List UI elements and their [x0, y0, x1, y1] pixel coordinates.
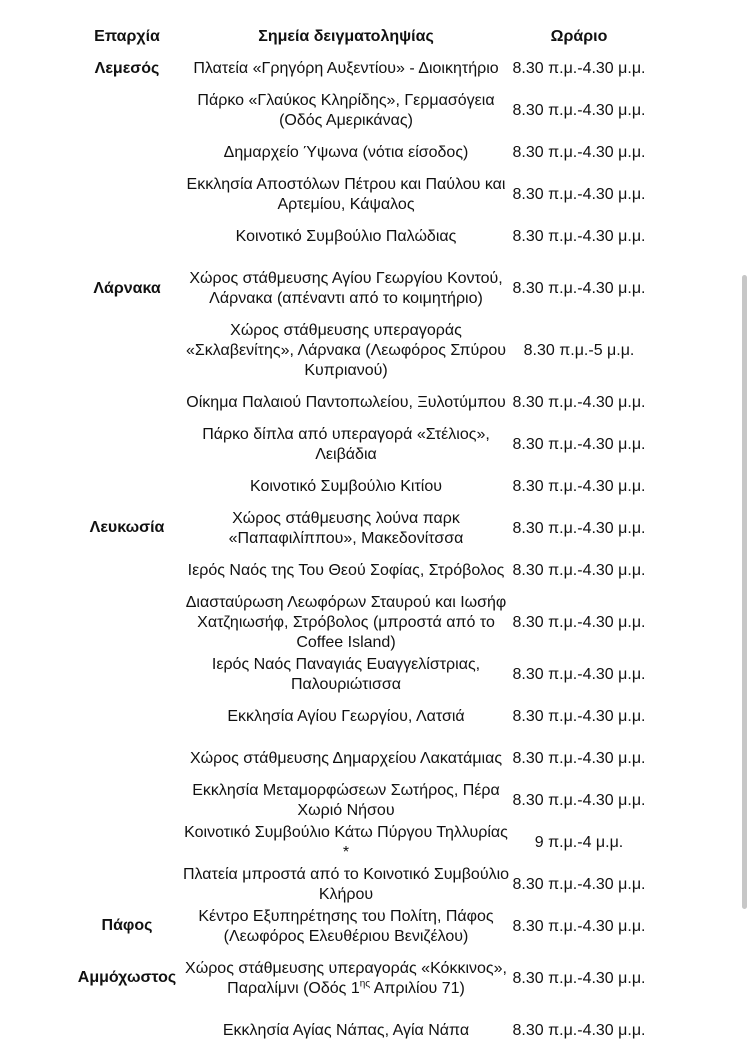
- sampling-point-label: Πλατεία «Γρηγόρη Αυξεντίου» - Διοικητήριο: [193, 60, 499, 77]
- sampling-point-text: [182, 907, 510, 947]
- sampling-point: [182, 822, 510, 864]
- opening-hours: 8.30 π.μ.-4.30 μ.μ.: [512, 436, 646, 453]
- opening-hours: 8.30 π.μ.-4.30 μ.μ.: [512, 280, 646, 297]
- sampling-point: [182, 654, 510, 696]
- table-row: [0, 654, 750, 696]
- header-district: Επαρχία: [94, 28, 160, 45]
- opening-hours: 8.30 π.μ.-4.30 μ.μ.: [512, 520, 646, 537]
- sampling-point: [182, 424, 510, 466]
- sampling-point-label: Εκκλησία Αποστόλων Πέτρου και Παύλου και Αρτεμίου, Κάψαλος: [186, 176, 506, 213]
- district-nicosia: Λευκωσία: [89, 519, 165, 536]
- sampling-point: [182, 864, 510, 906]
- sampling-point: [182, 216, 510, 258]
- sampling-point: [182, 466, 510, 508]
- table-row: [0, 948, 750, 1010]
- sampling-point-label: Κοινοτικό Συμβούλιο Κιτίου: [250, 478, 442, 495]
- opening-hours: 8.30 π.μ.-4.30 μ.μ.: [512, 228, 646, 245]
- sampling-point-label: Εκκλησία Αγίου Γεωργίου, Λατσιά: [227, 708, 465, 725]
- table-row: [0, 90, 750, 132]
- sampling-point-label: Κοινοτικό Συμβούλιο Παλώδιας: [235, 228, 457, 245]
- opening-hours: 8.30 π.μ.-4.30 μ.μ.: [512, 614, 646, 631]
- sampling-point: [182, 906, 510, 948]
- sampling-point-text: [182, 425, 510, 465]
- table-row: [0, 174, 750, 216]
- sampling-point-text: [190, 749, 502, 769]
- sampling-point-text: [224, 143, 469, 163]
- sampling-point-text: [182, 321, 510, 381]
- table-row: [0, 696, 750, 738]
- sampling-point-text: [182, 823, 510, 863]
- sampling-point-label: Διασταύρωση Λεωφόρων Σταυρού και Ιωσήφ Χατζηιωσήφ, Στρόβολος (μπροστά από το Coffee Island): [185, 594, 507, 651]
- district-limassol: Λεμεσός: [94, 60, 160, 77]
- opening-hours: 8.30 π.μ.-4.30 μ.μ.: [512, 876, 646, 893]
- table-row: [0, 132, 750, 174]
- table-row: [0, 906, 750, 948]
- sampling-point: [182, 258, 510, 320]
- sampling-point-label: Πάρκο δίπλα από υπεραγορά «Στέλιος», Λειβάδια: [202, 426, 490, 463]
- opening-hours: 8.30 π.μ.-5 μ.μ.: [523, 342, 635, 359]
- header-hours: Ωράριο: [550, 28, 608, 45]
- sampling-point-label: Χώρος στάθμευσης Δημαρχείου Λακατάμιας: [189, 750, 503, 767]
- opening-hours: 8.30 π.μ.-4.30 μ.μ.: [512, 666, 646, 683]
- sampling-point: [182, 550, 510, 592]
- opening-hours: 8.30 π.μ.-4.30 μ.μ.: [512, 562, 646, 579]
- opening-hours: 8.30 π.μ.-4.30 μ.μ.: [512, 102, 646, 119]
- table-row: [0, 320, 750, 382]
- opening-hours: 8.30 π.μ.-4.30 μ.μ.: [512, 60, 646, 77]
- sampling-point-text: [236, 227, 457, 247]
- table-row: [0, 48, 750, 90]
- sampling-point-text: [182, 655, 510, 695]
- sampling-point: [182, 90, 510, 132]
- opening-hours: 8.30 π.μ.-4.30 μ.μ.: [512, 918, 646, 935]
- sampling-point-text: [182, 781, 510, 821]
- sampling-point-text: [182, 269, 510, 309]
- sampling-point-label: Ιερός Ναός της Του Θεού Σοφίας, Στρόβολος: [187, 562, 505, 579]
- sampling-point-label: Εκκλησία Μεταμορφώσεων Σωτήρος, Πέρα Χωριό Νήσου: [192, 782, 500, 819]
- sampling-point-text: [182, 175, 510, 215]
- opening-hours: 9 π.μ.-4 μ.μ.: [534, 834, 624, 851]
- header-sampling-points: Σημεία δειγματοληψίας: [258, 28, 434, 45]
- sampling-point-label: Ιερός Ναός Παναγιάς Ευαγγελίστριας, Παλουριώτισσα: [211, 656, 481, 693]
- sampling-point-text: [182, 509, 510, 549]
- opening-hours: 8.30 π.μ.-4.30 μ.μ.: [512, 792, 646, 809]
- sampling-point-label: Κέντρο Εξυπηρέτησης του Πολίτη, Πάφος (Λεωφόρος Ελευθέριου Βενιζέλου): [198, 908, 494, 945]
- sampling-point: [182, 780, 510, 822]
- table-row: [0, 780, 750, 822]
- sampling-point-text: [223, 1021, 469, 1041]
- opening-hours: 8.30 π.μ.-4.30 μ.μ.: [512, 478, 646, 495]
- sampling-point-label: Χώρος στάθμευσης λούνα παρκ «Παπαφιλίππου», Μακεδονίτσσα: [228, 510, 464, 547]
- opening-hours: 8.30 π.μ.-4.30 μ.μ.: [512, 1022, 646, 1039]
- sampling-point-text: [182, 91, 510, 131]
- scrollbar[interactable]: [742, 275, 747, 909]
- sampling-point-label: Κοινοτικό Συμβούλιο Κάτω Πύργου Τηλλυρίας *: [184, 824, 508, 861]
- sampling-point-label: Χώρος στάθμευσης Αγίου Γεωργίου Κοντού, Λάρνακα (απέναντι από το κοιμητήριο): [189, 270, 503, 307]
- opening-hours: 8.30 π.μ.-4.30 μ.μ.: [512, 144, 646, 161]
- ordinal-superscript: ης: [359, 978, 371, 990]
- sampling-point-label: Πάρκο «Γλαύκος Κληρίδης», Γερμασόγεια (Οδός Αμερικάνας): [197, 92, 495, 129]
- sampling-point: [182, 738, 510, 780]
- sampling-point: [182, 48, 510, 90]
- table-row: [0, 550, 750, 592]
- sampling-point-label: Χώρος στάθμευσης υπεραγοράς «Σκλαβενίτης», Λάρνακα (Λεωφόρος Σπύρου Κυπριανού): [185, 322, 507, 379]
- opening-hours: 8.30 π.μ.-4.30 μ.μ.: [512, 750, 646, 767]
- table-row: [0, 1010, 750, 1052]
- district-famagusta: Αμμόχωστος: [77, 969, 177, 986]
- sampling-point-label: Χώρος στάθμευσης υπεραγοράς «Κόκκινος», Παραλίμνι (Οδός 1: [185, 960, 507, 997]
- sampling-point-label: Εκκλησία Αγίας Νάπας, Αγία Νάπα: [222, 1022, 470, 1039]
- sampling-point-text: [250, 477, 442, 497]
- district-larnaca: Λάρνακα: [93, 280, 161, 297]
- sampling-point-label: Δημαρχείο Ύψωνα (νότια είσοδος): [223, 144, 469, 161]
- sampling-point: [182, 508, 510, 550]
- table-row: [0, 822, 750, 864]
- sampling-point: [182, 320, 510, 382]
- sampling-point: [182, 382, 510, 424]
- opening-hours: 8.30 π.μ.-4.30 μ.μ.: [512, 970, 646, 987]
- sampling-point-text: [193, 59, 498, 79]
- opening-hours: 8.30 π.μ.-4.30 μ.μ.: [512, 394, 646, 411]
- sampling-point-text: [186, 393, 505, 413]
- opening-hours: 8.30 π.μ.-4.30 μ.μ.: [512, 708, 646, 725]
- table-row: [0, 864, 750, 906]
- sampling-point: [182, 174, 510, 216]
- table-row: [0, 424, 750, 466]
- table-row: [0, 382, 750, 424]
- sampling-point: [182, 132, 510, 174]
- sampling-point-label: Οίκημα Παλαιού Παντοπωλείου, Ξυλοτύμπου: [186, 394, 506, 411]
- opening-hours: 8.30 π.μ.-4.30 μ.μ.: [512, 186, 646, 203]
- district-paphos: Πάφος: [101, 917, 153, 934]
- table-row: [0, 738, 750, 780]
- table-row: [0, 466, 750, 508]
- sampling-point: [182, 948, 510, 1010]
- sampling-point-label-tail: Απριλίου 71): [370, 980, 465, 997]
- sampling-point-text: [182, 959, 510, 999]
- table-row: [0, 508, 750, 550]
- sampling-point-text: [182, 865, 510, 905]
- table-row: [0, 216, 750, 258]
- sampling-point-text: [227, 707, 464, 727]
- sampling-point-text: [188, 561, 505, 581]
- sampling-point: [182, 1010, 510, 1052]
- sampling-point: [182, 696, 510, 738]
- table-row: [0, 258, 750, 320]
- table-row: [0, 592, 750, 654]
- sampling-point: [182, 592, 510, 654]
- sampling-point-text: [182, 593, 510, 653]
- sampling-point-label: Πλατεία μπροστά από το Κοινοτικό Συμβούλιο Κλήρου: [182, 866, 510, 903]
